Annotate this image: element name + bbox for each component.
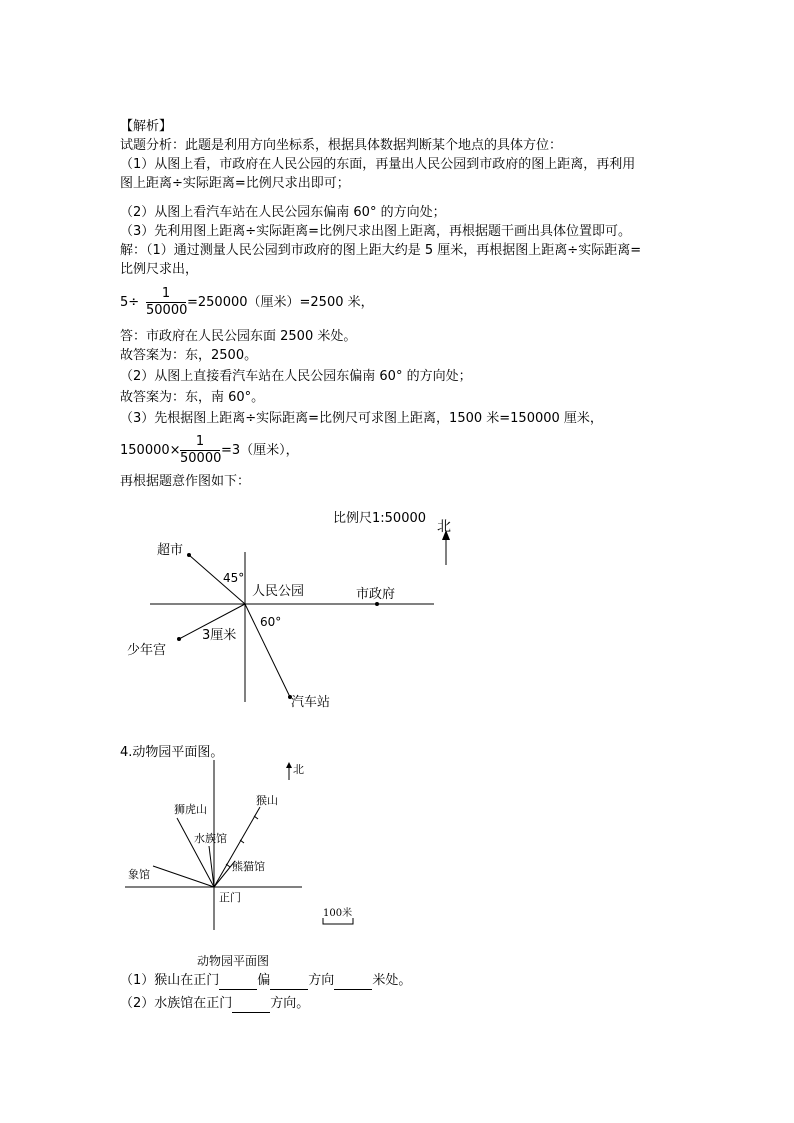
question-2-text-a: （2）水族馆在正门 [120, 996, 233, 1011]
answer-blank-direction-1[interactable] [219, 975, 257, 990]
solution-line: 答：市政府在人民公园东面 2500 米处。 [120, 329, 357, 344]
aquarium-line [209, 846, 214, 887]
question-1-text-a: （1）猴山在正门 [120, 973, 220, 988]
government-label: 市政府 [356, 587, 396, 602]
map-scale-label: 比例尺1:50000 [333, 511, 427, 526]
youth-palace-label: 少年宫 [127, 643, 167, 658]
panda-label: 熊猫馆 [232, 860, 265, 873]
equation-1-right: =250000（厘米）=2500 米， [187, 295, 374, 310]
fraction-denominator: 50000 [146, 303, 188, 318]
question-4-title: 4.动物园平面图。 [120, 745, 224, 760]
question-2-text-b: 方向。 [270, 996, 310, 1011]
tick-mark [254, 816, 258, 819]
bus-station-label: 汽车站 [291, 695, 331, 710]
question-2 [120, 994, 309, 1013]
solution-line: 故答案为：东，南 60°。 [120, 390, 265, 405]
park-label: 人民公园 [252, 584, 305, 599]
analysis-line: 图上距离÷实际距离=比例尺求出即可； [120, 176, 350, 191]
solution-line: 再根据题意作图如下： [120, 474, 251, 489]
answer-blank-direction-2[interactable] [270, 975, 308, 990]
north-label: 北 [437, 519, 451, 535]
equation-2-left: 150000× [120, 443, 181, 458]
zoo-scale-label: 100米 [323, 908, 353, 919]
solution-line: （3）先根据图上距离÷实际距离=比例尺可求图上距离，1500 米=150000 厘米， [120, 411, 603, 426]
fraction-numerator: 1 [195, 434, 205, 449]
angle-45-label: 45° [223, 571, 245, 585]
lion-tiger-label: 狮虎山 [174, 803, 207, 816]
solution-line: （2）从图上直接看汽车站在人民公园东偏南 60° 的方向处； [120, 369, 472, 384]
question-1-text-b: 偏 [257, 973, 271, 988]
answer-blank-aquarium-direction[interactable] [232, 998, 270, 1013]
zoo-north-label: 北 [293, 763, 304, 776]
solution-line: 故答案为：东，2500。 [120, 348, 258, 363]
fraction-denominator: 50000 [180, 451, 222, 466]
angle-60-label: 60° [260, 615, 282, 629]
answer-blank-distance[interactable] [334, 975, 372, 990]
zoo-north-arrow-icon [286, 762, 292, 768]
question-1 [120, 971, 411, 990]
analysis-line: 试题分析：此题是利用方向坐标系，根据具体数据判断某个地点的具体方位： [120, 138, 563, 153]
section-heading: 【解析】 [120, 119, 173, 134]
question-1-text-c: 方向 [308, 973, 335, 988]
solution-line: 比例尺求出， [120, 262, 199, 277]
monkey-line [214, 807, 260, 887]
elephant-label: 象馆 [128, 868, 150, 881]
gate-label: 正门 [219, 891, 241, 904]
zoo-map-caption: 动物园平面图 [197, 954, 270, 968]
question-1-text-d: 米处。 [372, 973, 412, 988]
analysis-line: （1）从图上看，市政府在人民公园的东面，再量出人民公园到市政府的图上距离，再利用 [120, 157, 636, 172]
solution-line: 解：（1）通过测量人民公园到市政府的图上距大约是 5 厘米，再根据图上距离÷实际距离= [120, 243, 642, 258]
supermarket-label: 超市 [157, 543, 184, 558]
monkey-label: 猴山 [256, 794, 278, 807]
aquarium-label: 水族馆 [194, 832, 227, 845]
equation-1-left: 5÷ [120, 295, 140, 310]
analysis-line: （3）先利用图上距离÷实际距离=比例尺求出图上距离，再根据题干画出具体位置即可。 [120, 224, 632, 239]
equation-2-right: =3（厘米）， [221, 443, 299, 458]
distance-3cm-label: 3厘米 [202, 628, 237, 643]
analysis-line: （2）从图上看汽车站在人民公园东偏南 60° 的方向处； [120, 205, 446, 220]
fraction-numerator: 1 [161, 286, 171, 301]
